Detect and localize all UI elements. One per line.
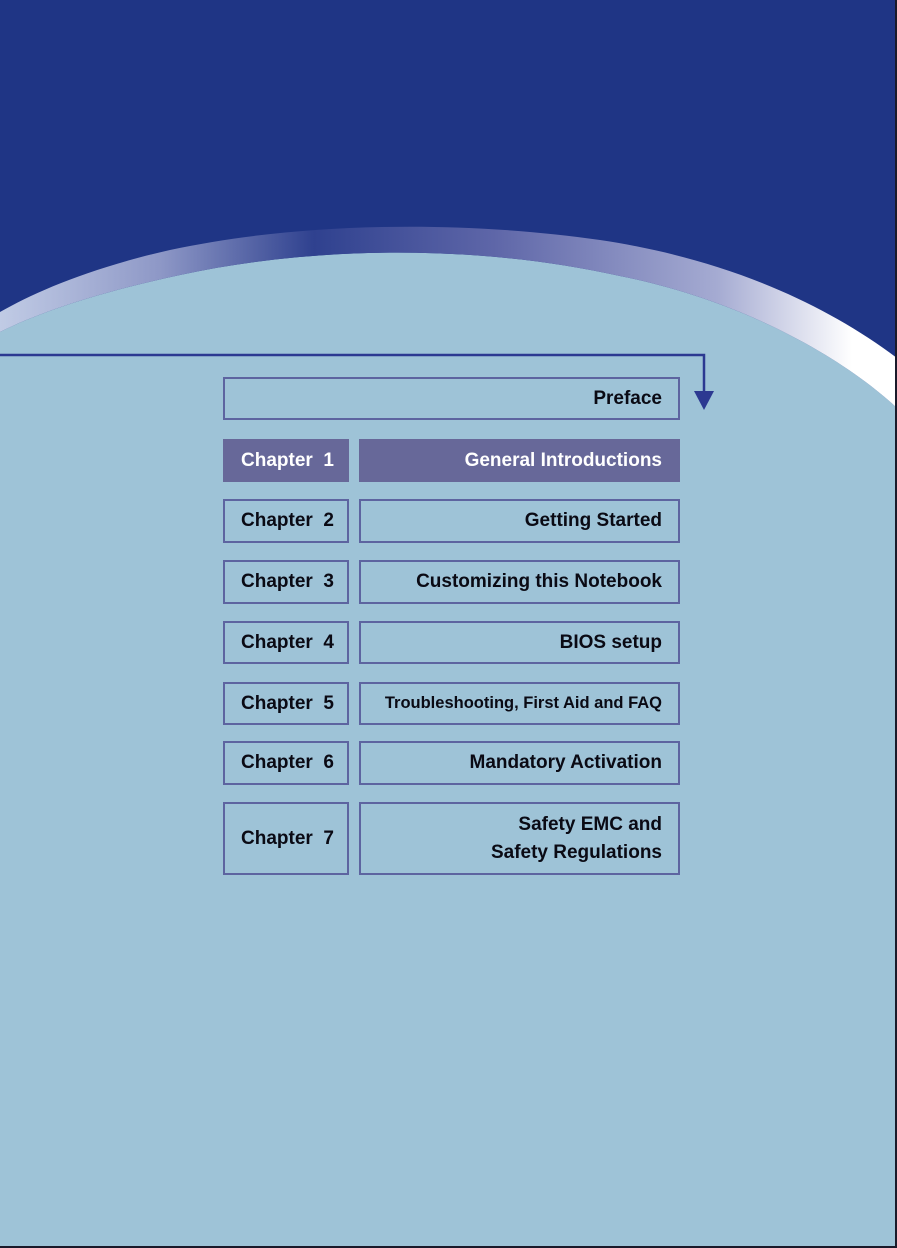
chapter-title-line-1: Safety EMC and — [518, 813, 662, 835]
chapter-title: General Introductions — [464, 449, 662, 471]
toc-title-getting-started[interactable] — [359, 499, 680, 543]
toc-preface[interactable] — [223, 377, 680, 420]
chapter-label: Chapter 5 — [241, 692, 334, 714]
chapter-label: Chapter 1 — [241, 449, 334, 471]
chapter-label: Chapter 3 — [241, 571, 334, 593]
toc-title-bios-setup[interactable] — [359, 621, 680, 664]
toc-chapter-1[interactable] — [223, 439, 349, 482]
chapter-label: Chapter 2 — [241, 510, 334, 532]
toc-title-mandatory-activation[interactable] — [359, 741, 680, 785]
chapter-label: Chapter 6 — [241, 752, 334, 774]
toc-chapter-5[interactable] — [223, 682, 349, 725]
arrow-down-icon — [694, 391, 714, 410]
toc-title-customizing[interactable] — [359, 560, 680, 604]
toc-chapter-7[interactable] — [223, 802, 349, 875]
chapter-title: Troubleshooting, First Aid and FAQ — [384, 693, 662, 712]
toc-title-general-introductions[interactable] — [359, 439, 680, 482]
preface-label: Preface — [593, 387, 662, 409]
chapter-title: Mandatory Activation — [469, 752, 662, 774]
chapter-title: Getting Started — [524, 510, 662, 532]
toc-chapter-3[interactable] — [223, 560, 349, 604]
toc-title-safety[interactable] — [359, 802, 680, 875]
chapter-label: Chapter 7 — [241, 827, 334, 849]
chapter-title-line-2: Safety Regulations — [490, 841, 662, 863]
chapter-title: Customizing this Notebook — [416, 571, 662, 593]
toc-chapter-4[interactable] — [223, 621, 349, 664]
toc-title-troubleshooting[interactable] — [359, 682, 680, 725]
toc-chapter-2[interactable] — [223, 499, 349, 543]
chapter-title: BIOS setup — [559, 631, 662, 653]
header-band — [0, 0, 897, 408]
chapter-label: Chapter 4 — [241, 631, 334, 653]
toc-chapter-6[interactable] — [223, 741, 349, 785]
